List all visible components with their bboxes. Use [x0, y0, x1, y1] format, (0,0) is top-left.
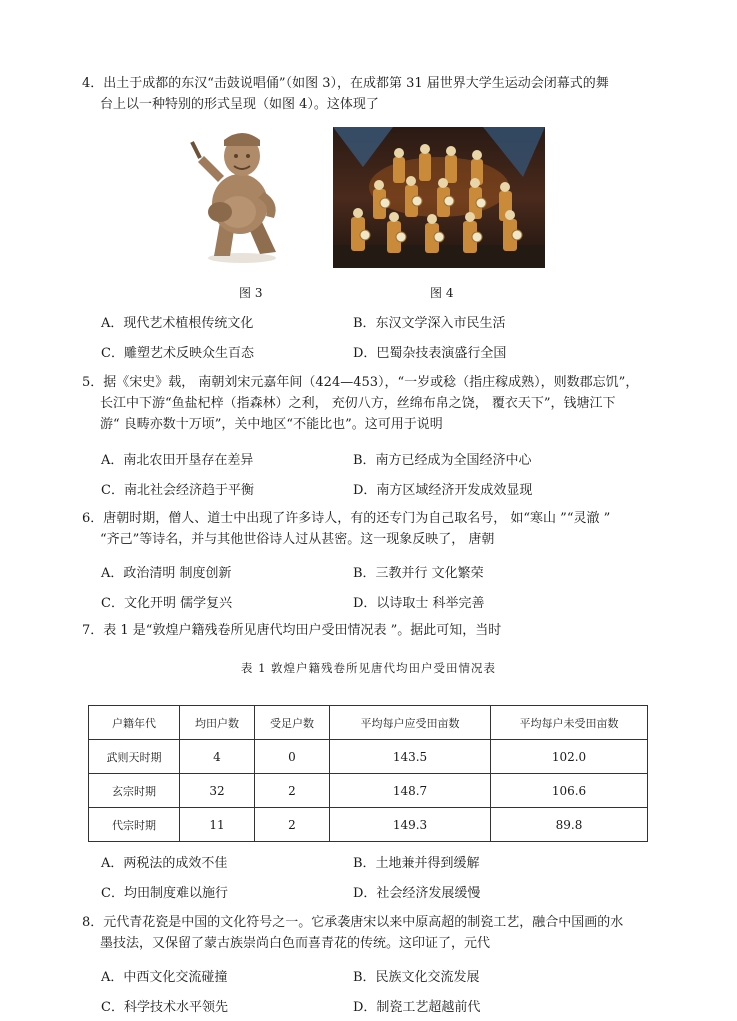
question-4-option-b[interactable]: B．东汉文学深入市民生活	[353, 316, 506, 331]
question-8-options-row-2	[101, 996, 661, 1016]
question-4-options-row-1	[101, 312, 661, 332]
question-7-line-1: 7．表 1 是“敦煌户籍残卷所见唐代均田户受田情况表 ”。据此可知，当时	[82, 623, 502, 638]
question-5-options-row-2	[101, 479, 661, 499]
question-6-line-1: 6．唐朝时期，僧人、道士中出现了许多诗人，有的还专门为自己取名号， 如“寒山 ”“灵澈 ”	[82, 511, 611, 526]
question-5-option-b[interactable]: B．南方已经成为全国经济中心	[353, 453, 532, 468]
question-6	[82, 508, 672, 550]
question-5-line-3: 游“ 良畴亦数十万顷”，关中地区“不能比也”。这可用于说明	[100, 417, 443, 432]
table-1-title: 表 1 敦煌户籍残卷所见唐代均田户受田情况表	[240, 661, 497, 675]
question-8	[82, 912, 672, 954]
question-8-option-d[interactable]: D．制瓷工艺超越前代	[353, 1000, 481, 1015]
table-cell: 149.3	[330, 808, 491, 842]
figure-4-stage-performance	[333, 127, 545, 268]
question-6-line-2: “齐己”等诗名，并与其他世俗诗人过从甚密。这一现象反映了， 唐朝	[100, 532, 495, 547]
question-6-option-b[interactable]: B．三教并行 文化繁荣	[353, 566, 484, 581]
table-cell: 2	[255, 808, 330, 842]
figure-3-drummer-figurine	[190, 122, 286, 264]
table-cell: 玄宗时期	[89, 774, 180, 808]
table-row	[89, 740, 648, 774]
question-7-option-a[interactable]: A．两税法的成效不佳	[101, 856, 228, 871]
table-cell: 148.7	[330, 774, 491, 808]
question-4-option-a[interactable]: A．现代艺术植根传统文化	[101, 316, 254, 331]
table-cell: 代宗时期	[89, 808, 180, 842]
question-5-option-d[interactable]: D．南方区域经济开发成效显现	[353, 483, 533, 498]
question-4	[82, 73, 672, 115]
question-5	[82, 372, 672, 435]
question-6-options-row-2	[101, 592, 661, 612]
table-cell: 106.6	[491, 774, 648, 808]
question-7-option-c[interactable]: C．均田制度难以施行	[101, 886, 228, 901]
table-cell: 102.0	[491, 740, 648, 774]
table-cell: 143.5	[330, 740, 491, 774]
table-header-row	[89, 706, 648, 740]
question-5-options-row-1	[101, 449, 661, 469]
table-cell: 0	[255, 740, 330, 774]
question-8-line-2: 墨技法，又保留了蒙古族崇尚白色而喜青花的传统。这印证了，元代	[100, 936, 491, 951]
question-6-option-a[interactable]: A．政治清明 制度创新	[101, 566, 232, 581]
question-4-line-1: 4．出土于成都的东汉“击鼓说唱俑”（如图 3），在成都第 31 届世界大学生运动会闭幕式的舞	[82, 76, 609, 91]
question-4-line-2: 台上以一种特别的形式呈现（如图 4）。这体现了	[100, 97, 379, 112]
figure-4-caption: 图 4	[430, 286, 454, 300]
table-cell: 11	[180, 808, 255, 842]
question-5-line-2: 长江中下游“鱼盐杞梓（指森林）之利， 充仞八方，丝绵布帛之饶， 覆衣天下”，钱塘江下	[100, 396, 616, 411]
question-7-option-d[interactable]: D．社会经济发展缓慢	[353, 886, 481, 901]
question-8-option-a[interactable]: A．中西文化交流碰撞	[101, 970, 228, 985]
table-header-era: 户籍年代	[89, 706, 180, 740]
question-5-option-c[interactable]: C．南北社会经济趋于平衡	[101, 483, 254, 498]
question-6-options-row-1	[101, 562, 661, 582]
question-7-option-b[interactable]: B．土地兼并得到缓解	[353, 856, 480, 871]
table-header-avg-unreceived: 平均每户未受田亩数	[491, 706, 648, 740]
question-7-options-row-2	[101, 882, 661, 902]
table-cell: 32	[180, 774, 255, 808]
question-8-option-b[interactable]: B．民族文化交流发展	[353, 970, 480, 985]
question-5-line-1: 5．据《宋史》载， 南朝刘宋元嘉年间（424—453），“一岁或稔（指庄稼成熟），则数郡忘饥”，	[82, 375, 639, 390]
question-4-option-d[interactable]: D．巴蜀杂技表演盛行全国	[353, 346, 507, 361]
land-allocation-table	[88, 705, 648, 842]
table-header-full-allocation: 受足户数	[255, 706, 330, 740]
question-8-line-1: 8．元代青花瓷是中国的文化符号之一。它承袭唐宋以来中原高超的制瓷工艺，融合中国画的水	[82, 915, 624, 930]
question-7	[82, 620, 672, 641]
question-7-options-row-1	[101, 852, 661, 872]
question-8-option-c[interactable]: C．科学技术水平领先	[101, 1000, 228, 1015]
table-header-avg-due: 平均每户应受田亩数	[330, 706, 491, 740]
question-6-option-c[interactable]: C．文化开明 儒学复兴	[101, 596, 233, 611]
table-cell: 89.8	[491, 808, 648, 842]
question-6-option-d[interactable]: D．以诗取士 科举完善	[353, 596, 485, 611]
table-row	[89, 774, 648, 808]
question-4-options-row-2	[101, 342, 661, 362]
question-8-options-row-1	[101, 966, 661, 986]
table-cell: 2	[255, 774, 330, 808]
table-cell: 武则天时期	[89, 740, 180, 774]
table-header-households: 均田户数	[180, 706, 255, 740]
question-5-option-a[interactable]: A．南北农田开垦存在差异	[101, 453, 254, 468]
table-row	[89, 808, 648, 842]
question-4-option-c[interactable]: C．雕塑艺术反映众生百态	[101, 346, 254, 361]
figure-3-caption: 图 3	[239, 286, 263, 300]
table-cell: 4	[180, 740, 255, 774]
